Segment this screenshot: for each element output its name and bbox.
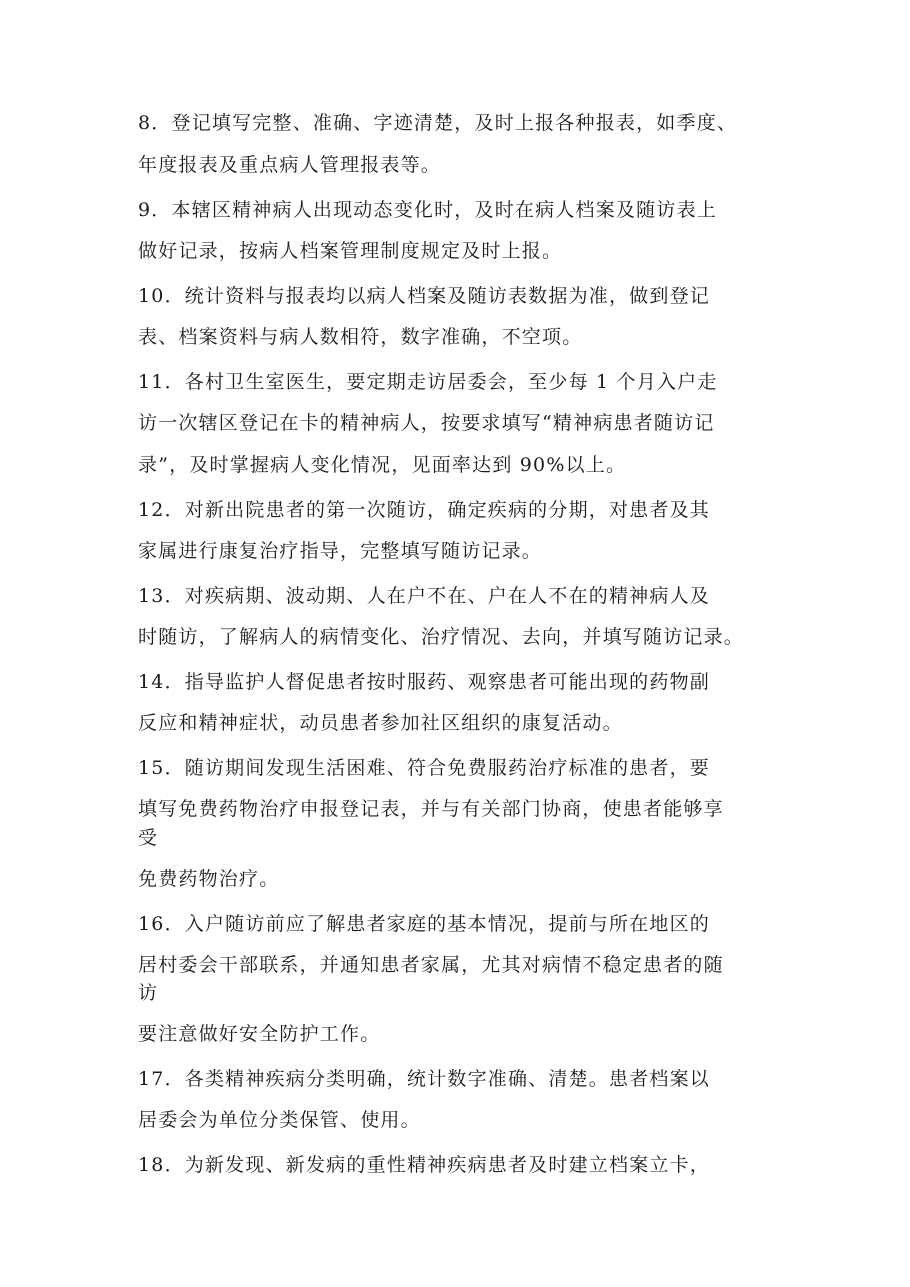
text-line: 受 bbox=[138, 827, 159, 849]
text-line: 居村委会干部联系，并通知患者家属，尤其对病情不稳定患者的随 bbox=[138, 954, 724, 976]
text-line: 反应和精神症状，动员患者参加社区组织的康复活动。 bbox=[138, 712, 623, 734]
text-line: 11．各村卫生室医生，要定期走访居委会，至少每 1 个月入户走 bbox=[138, 371, 718, 393]
text-line: 做好记录，按病人档案管理制度规定及时上报。 bbox=[138, 240, 563, 262]
text-line: 16．入户随访前应了解患者家庭的基本情况，提前与所在地区的 bbox=[138, 913, 710, 935]
text-line: 8．登记填写完整、准确、字迹清楚，及时上报各种报表，如季度、 bbox=[138, 112, 738, 134]
text-line: 10．统计资料与报表均以病人档案及随访表数据为准，做到登记 bbox=[138, 285, 710, 307]
text-line: 12．对新出院患者的第一次随访，确定疾病的分期，对患者及其 bbox=[138, 499, 710, 521]
text-line: 14．指导监护人督促患者按时服药、观察患者可能出现的药物副 bbox=[138, 671, 710, 693]
text-line: 访 bbox=[138, 982, 159, 1004]
text-line: 访一次辖区登记在卡的精神病人，按要求填写“精神病患者随访记 bbox=[138, 412, 715, 434]
text-line: 年度报表及重点病人管理报表等。 bbox=[138, 154, 442, 176]
text-line: 家属进行康复治疗指导，完整填写随访记录。 bbox=[138, 540, 543, 562]
text-line: 时随访，了解病人的病情变化、治疗情况、去向，并填写随访记录。 bbox=[138, 626, 745, 648]
text-line: 填写免费药物治疗申报登记表，并与有关部门协商，使患者能够享 bbox=[138, 798, 724, 820]
text-line: 要注意做好安全防护工作。 bbox=[138, 1023, 381, 1045]
text-line: 17．各类精神疾病分类明确，统计数字准确、清楚。患者档案以 bbox=[138, 1068, 710, 1090]
text-line: 录”，及时掌握病人变化情况，见面率达到 90%以上。 bbox=[138, 454, 627, 476]
text-line: 9．本辖区精神病人出现动态变化时，及时在病人档案及随访表上 bbox=[138, 199, 717, 221]
text-line: 13．对疾病期、波动期、人在户不在、户在人不在的精神病人及 bbox=[138, 585, 710, 607]
text-line: 免费药物治疗。 bbox=[138, 868, 280, 890]
text-line: 18．为新发现、新发病的重性精神疾病患者及时建立档案立卡， bbox=[138, 1154, 710, 1176]
text-line: 表、档案资料与病人数相符，数字准确，不空项。 bbox=[138, 326, 583, 348]
text-line: 居委会为单位分类保管、使用。 bbox=[138, 1109, 421, 1131]
text-line: 15．随访期间发现生活困难、符合免费服药治疗标准的患者，要 bbox=[138, 757, 710, 779]
